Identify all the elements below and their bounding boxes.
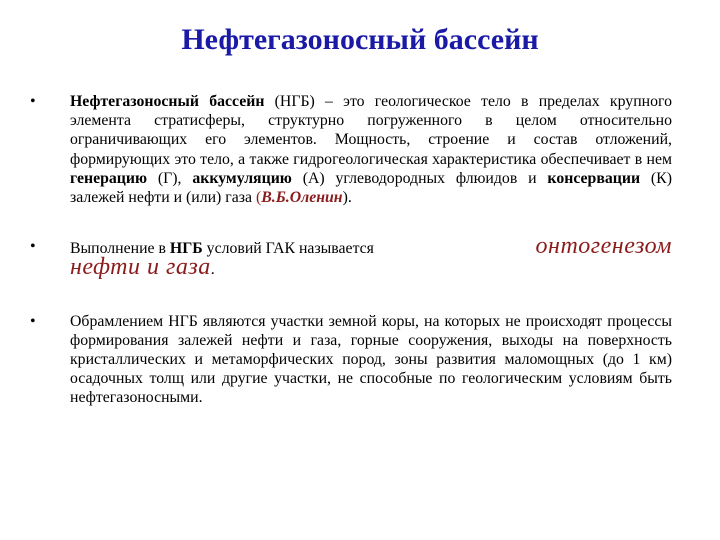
- definition-text-1: (НГБ) – это геологическое тело в пределах крупного элемента стратисферы, структурно погруженного в целом относительно ограничивающих его элементов. Мощность, строение и состав отложений, формирующих это тело, а также гидрогеологическая характеристика обеспечивает в нем: [70, 93, 672, 168]
- bullet-marker: •: [30, 312, 36, 330]
- bullet-definition: [30, 92, 672, 207]
- author-paren-open: (: [255, 189, 262, 207]
- definition-text-5: ).: [342, 189, 352, 207]
- ontogenesis-text-1: Выполнение в: [70, 240, 170, 258]
- bullet-marker: •: [30, 93, 36, 110]
- definition-text-3: (А) углеводородных флюидов и: [291, 169, 548, 187]
- definition-term: Нефтегазоносный бассейн: [70, 93, 265, 110]
- ontogenesis-term-1: онтогенезом: [535, 233, 672, 260]
- keyword-conservation: консервации: [547, 169, 641, 187]
- bullet-ontogenesis: [30, 233, 672, 281]
- definition-text-2: (Г),: [147, 169, 193, 187]
- ontogenesis-abbr: НГБ: [169, 240, 203, 258]
- ontogenesis-term-2: нефти и газа: [70, 254, 211, 281]
- framing-text: Обрамлением НГБ являются участки земной коры, на которых не происходят процессы формирования залежей нефти и газа, горные сооружения, выходы на поверхность кристаллических и метаморфических пород, зоны развития маломощных (до 1 км) осадочных толщ или другие участки, не способные по геологическим условиям быть нефтегазоносными.: [70, 312, 672, 407]
- bullet-framing: [30, 312, 672, 408]
- keyword-accumulation: аккумуляцию: [192, 169, 292, 187]
- keyword-generation: генерацию: [70, 169, 148, 187]
- ontogenesis-text-3: .: [210, 261, 215, 279]
- ontogenesis-text-2: условий ГАК называется: [202, 240, 374, 258]
- definition-text-4: (К) залежей нефти и (или) газа: [70, 169, 672, 207]
- ontogenesis-line-2: [70, 254, 672, 281]
- bullet-list: [30, 92, 672, 408]
- slide-title: Нефтегазоносный бассейн: [181, 23, 539, 56]
- bullet-marker: •: [30, 238, 36, 256]
- author-citation: В.Б.Оленин: [261, 189, 343, 207]
